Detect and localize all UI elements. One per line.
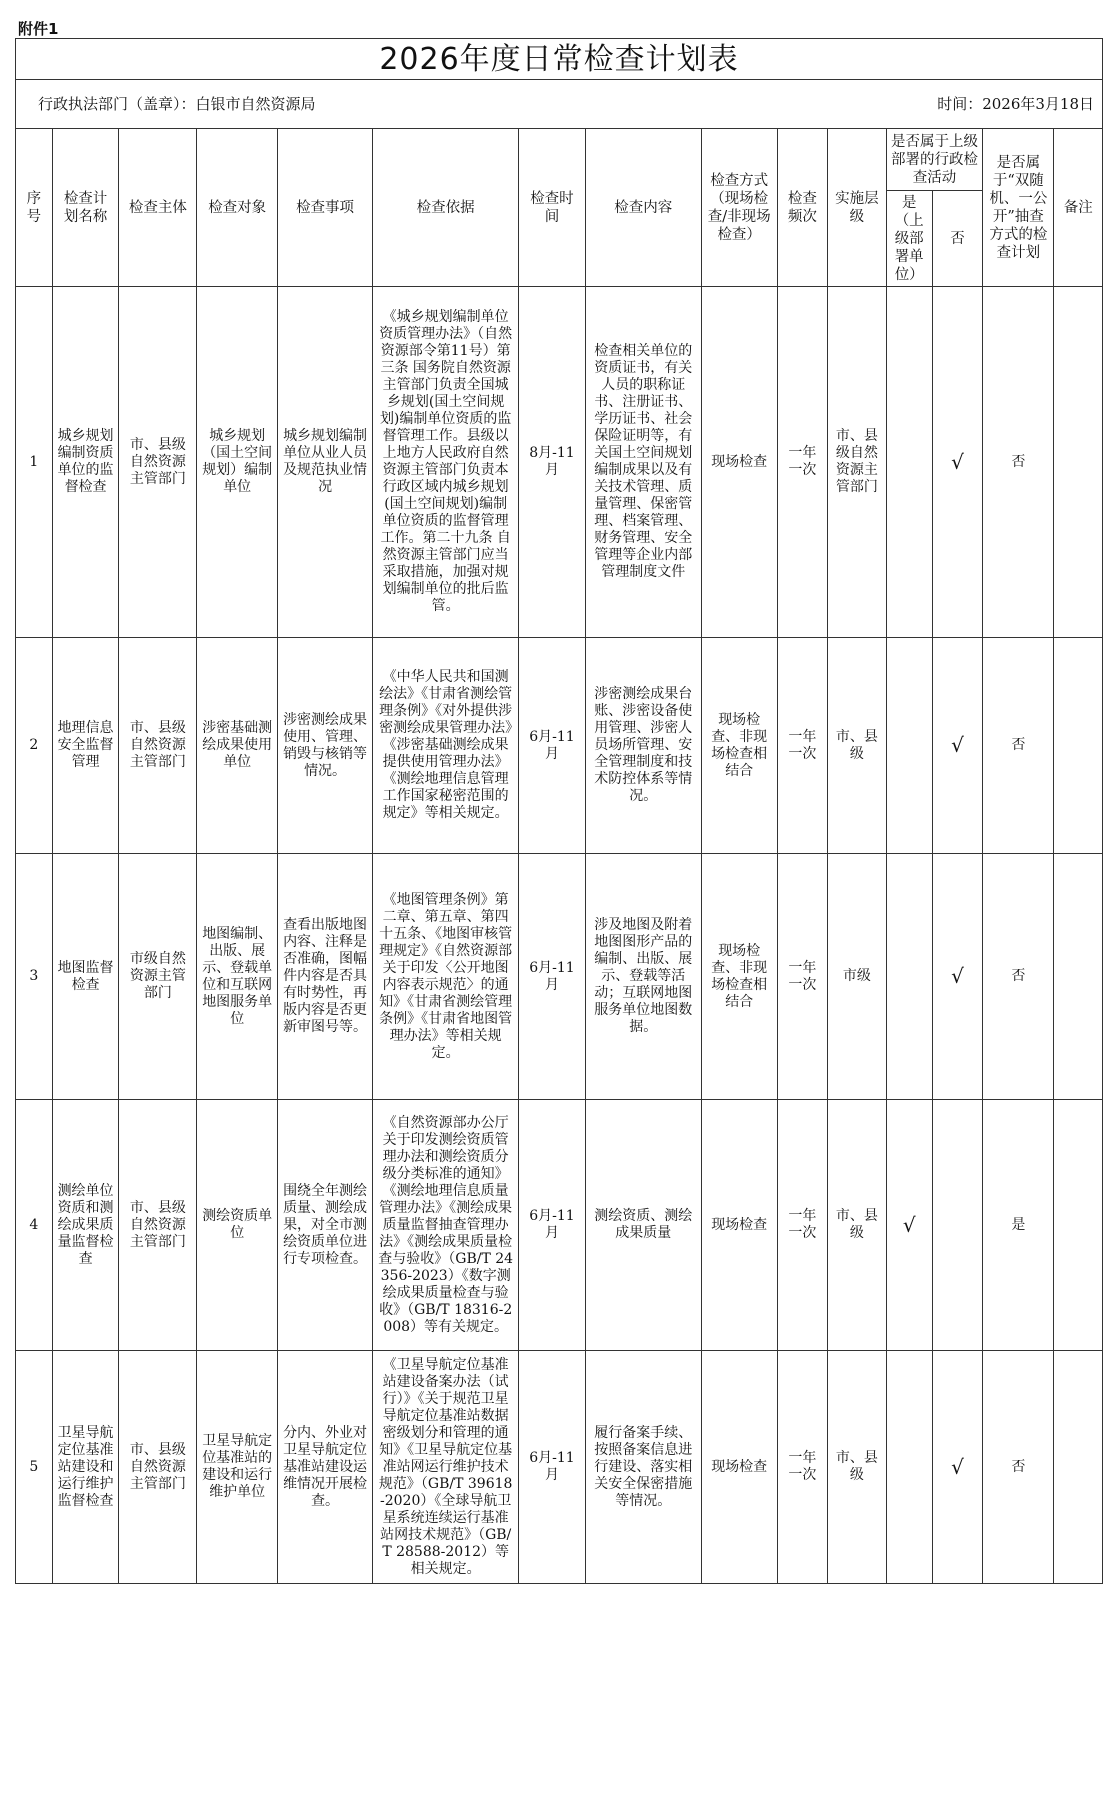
cell-note xyxy=(1054,1351,1103,1584)
cell-basis: 《城乡规划编制单位资质管理办法》（自然资源部令第11号）第三条 国务院自然资源主管部门负责全国城乡规划(国土空间规划)编制单位资质的监督管理工作。县级以上地方人民政府自然资源主管部门负责本行政区域内城乡规划(国土空间规划)编制单位资质的监督管理工作。第二十九条 自然资源主管部门应当采取措施，加强对规划编制单位的批后监管。 xyxy=(373,287,519,638)
cell-item: 城乡规划编制单位从业人员及规范执业情况 xyxy=(277,287,372,638)
cell-note xyxy=(1054,854,1103,1100)
cell-double-random: 是 xyxy=(983,1100,1054,1351)
cell-plan-name: 卫星导航定位基准站建设和运行维护监督检查 xyxy=(52,1351,119,1584)
cell-object: 地图编制、出版、展示、登载单位和互联网地图服务单位 xyxy=(197,854,277,1100)
cell-seq: 3 xyxy=(16,854,53,1100)
cell-time: 6月-11月 xyxy=(519,638,586,854)
cell-frequency: 一年一次 xyxy=(777,1351,828,1584)
cell-content: 检查相关单位的资质证书，有关人员的职称证书、注册证书、学历证书、社会保险证明等，有关国土空间规划编制成果以及有关技术管理、质量管理、保密管理、档案管理、财务管理、安全管理等企业内部管理制度文件 xyxy=(585,287,701,638)
cell-content: 测绘资质、测绘成果质量 xyxy=(585,1100,701,1351)
cell-upper-no: √ xyxy=(932,854,983,1100)
cell-upper-no: √ xyxy=(932,638,983,854)
cell-note xyxy=(1054,1100,1103,1351)
cell-time: 8月-11月 xyxy=(519,287,586,638)
table-row xyxy=(16,854,1103,1100)
cell-content: 涉密测绘成果台账、涉密设备使用管理、涉密人员场所管理、安全管理制度和技术防控体系等情况。 xyxy=(585,638,701,854)
cell-frequency: 一年一次 xyxy=(777,287,828,638)
cell-upper-yes xyxy=(886,287,932,638)
cell-method: 现场检查 xyxy=(701,287,777,638)
cell-object: 涉密基础测绘成果使用单位 xyxy=(197,638,277,854)
cell-seq: 2 xyxy=(16,638,53,854)
cell-time: 6月-11月 xyxy=(519,854,586,1100)
cell-item: 查看出版地图内容、注释是否准确，图幅件内容是否具有时势性，再版内容是否更新审图号等。 xyxy=(277,854,372,1100)
cell-object: 卫星导航定位基准站的建设和运行维护单位 xyxy=(197,1351,277,1584)
cell-seq: 1 xyxy=(16,287,53,638)
cell-item: 围绕全年测绘质量、测绘成果，对全市测绘资质单位进行专项检查。 xyxy=(277,1100,372,1351)
cell-basis: 《卫星导航定位基准站建设备案办法（试行）》《关于规范卫星导航定位基准站数据密级划分和管理的通知》《卫星导航定位基准站网运行维护技术规范》（GB/T 39618-2020）《全球导航卫星系统连续运行基准站网技术规范》（GB/T 28588-2012）等相关规定。 xyxy=(373,1351,519,1584)
header-method: 检查方式（现场检查/非现场检查） xyxy=(701,129,777,287)
cell-level: 市级 xyxy=(828,854,887,1100)
header-upper-no: 否 xyxy=(932,191,983,287)
cell-method: 现场检查、非现场检查相结合 xyxy=(701,638,777,854)
cell-plan-name: 地图监督检查 xyxy=(52,854,119,1100)
cell-object: 测绘资质单位 xyxy=(197,1100,277,1351)
cell-basis: 《地图管理条例》第二章、第五章、第四十五条、《地图审核管理规定》《自然资源部关于印发〈公开地图内容表示规范〉的通知》《甘肃省测绘管理条例》《甘肃省地图管理办法》等相关规定。 xyxy=(373,854,519,1100)
header-time: 检查时间 xyxy=(519,129,586,287)
cell-upper-yes xyxy=(886,854,932,1100)
cell-note xyxy=(1054,638,1103,854)
cell-double-random: 否 xyxy=(983,1351,1054,1584)
cell-upper-no: √ xyxy=(932,1351,983,1584)
header-basis: 检查依据 xyxy=(373,129,519,287)
cell-subject: 市、县级自然资源主管部门 xyxy=(119,638,197,854)
cell-upper-no xyxy=(932,1100,983,1351)
cell-subject: 市级自然资源主管部门 xyxy=(119,854,197,1100)
header-level: 实施层级 xyxy=(828,129,887,287)
cell-basis: 《中华人民共和国测绘法》《甘肃省测绘管理条例》《对外提供涉密测绘成果管理办法》《涉密基础测绘成果提供使用管理办法》《测绘地理信息管理工作国家秘密范围的规定》等相关规定。 xyxy=(373,638,519,854)
header-seq: 序号 xyxy=(16,129,53,287)
cell-double-random: 否 xyxy=(983,287,1054,638)
cell-level: 市、县级 xyxy=(828,1100,887,1351)
cell-level: 市、县级自然资源主管部门 xyxy=(828,287,887,638)
header-content: 检查内容 xyxy=(585,129,701,287)
header-frequency: 检查频次 xyxy=(777,129,828,287)
table-row xyxy=(16,638,1103,854)
date-line: 时间：2026年3月18日 xyxy=(828,80,1103,129)
cell-seq: 4 xyxy=(16,1100,53,1351)
cell-level: 市、县级 xyxy=(828,1351,887,1584)
cell-subject: 市、县级自然资源主管部门 xyxy=(119,287,197,638)
cell-content: 履行备案手续、按照备案信息进行建设、落实相关安全保密措施等情况。 xyxy=(585,1351,701,1584)
header-object: 检查对象 xyxy=(197,129,277,287)
cell-plan-name: 地理信息安全监督管理 xyxy=(52,638,119,854)
header-note: 备注 xyxy=(1054,129,1103,287)
cell-method: 现场检查 xyxy=(701,1351,777,1584)
cell-time: 6月-11月 xyxy=(519,1351,586,1584)
department-line: 行政执法部门（盖章）：白银市自然资源局 xyxy=(16,80,828,129)
cell-plan-name: 城乡规划编制资质单位的监督检查 xyxy=(52,287,119,638)
cell-upper-yes xyxy=(886,1351,932,1584)
header-double-random: 是否属于“双随机、一公开”抽查方式的检查计划 xyxy=(983,129,1054,287)
cell-method: 现场检查、非现场检查相结合 xyxy=(701,854,777,1100)
header-subject: 检查主体 xyxy=(119,129,197,287)
cell-double-random: 否 xyxy=(983,638,1054,854)
inspection-plan-table xyxy=(15,38,1103,1584)
cell-method: 现场检查 xyxy=(701,1100,777,1351)
cell-note xyxy=(1054,287,1103,638)
cell-upper-no: √ xyxy=(932,287,983,638)
cell-item: 分内、外业对卫星导航定位基准站建设运维情况开展检查。 xyxy=(277,1351,372,1584)
cell-time: 6月-11月 xyxy=(519,1100,586,1351)
header-plan-name: 检查计划名称 xyxy=(52,129,119,287)
page-title: 2026年度日常检查计划表 xyxy=(16,39,1103,80)
cell-frequency: 一年一次 xyxy=(777,1100,828,1351)
header-item: 检查事项 xyxy=(277,129,372,287)
cell-subject: 市、县级自然资源主管部门 xyxy=(119,1100,197,1351)
cell-seq: 5 xyxy=(16,1351,53,1584)
cell-frequency: 一年一次 xyxy=(777,854,828,1100)
cell-level: 市、县级 xyxy=(828,638,887,854)
header-upper-yes: 是（上级部署单位） xyxy=(886,191,932,287)
cell-content: 涉及地图及附着地图图形产品的编制、出版、展示、登载等活动；互联网地图服务单位地图数据。 xyxy=(585,854,701,1100)
table-row xyxy=(16,1100,1103,1351)
cell-upper-yes xyxy=(886,638,932,854)
cell-upper-yes: √ xyxy=(886,1100,932,1351)
table-row xyxy=(16,1351,1103,1584)
cell-plan-name: 测绘单位资质和测绘成果质量监督检查 xyxy=(52,1100,119,1351)
attachment-label: 附件1 xyxy=(18,20,59,38)
cell-item: 涉密测绘成果使用、管理、销毁与核销等情况。 xyxy=(277,638,372,854)
header-upper-deployment: 是否属于上级部署的行政检查活动 xyxy=(886,129,983,191)
cell-double-random: 否 xyxy=(983,854,1054,1100)
cell-object: 城乡规划（国土空间规划）编制单位 xyxy=(197,287,277,638)
cell-subject: 市、县级自然资源主管部门 xyxy=(119,1351,197,1584)
cell-basis: 《自然资源部办公厅关于印发测绘资质管理办法和测绘资质分级分类标准的通知》《测绘地理信息质量管理办法》《测绘成果质量监督抽查管理办法》《测绘成果质量检查与验收》（GB/T 24356-2023）《数字测绘成果质量检查与验收》（GB/T 18316-2008）等有关规定。 xyxy=(373,1100,519,1351)
table-row xyxy=(16,287,1103,638)
cell-frequency: 一年一次 xyxy=(777,638,828,854)
